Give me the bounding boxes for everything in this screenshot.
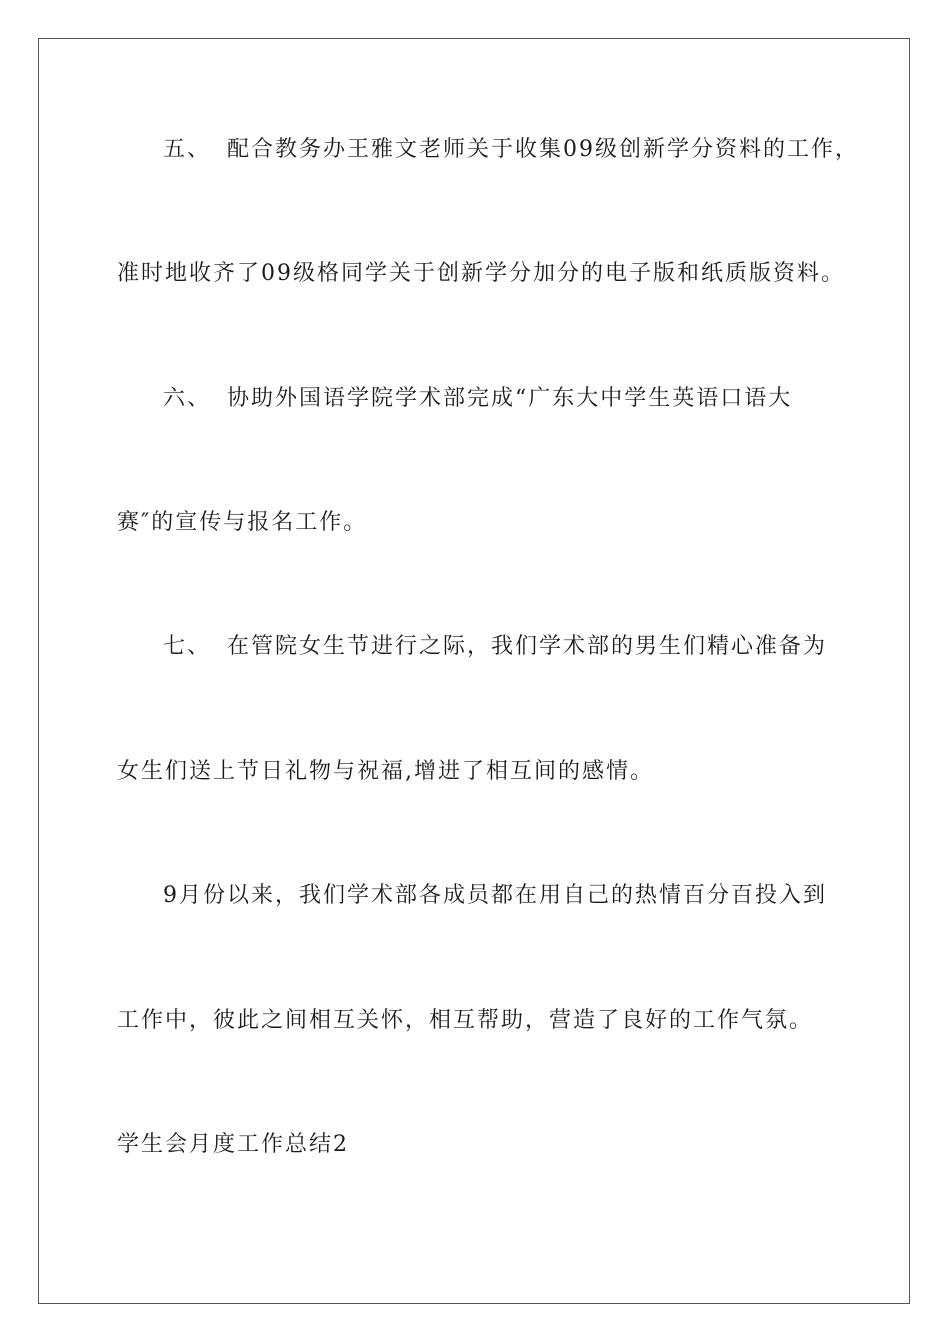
section-heading: 学生会月度工作总结2 — [117, 1132, 349, 1157]
item-5-marker: 五、 — [163, 137, 212, 162]
item-6-marker: 六、 — [163, 386, 212, 411]
item-6-continuation: 赛″的宣传与报名工作。 — [117, 510, 368, 535]
item-7-marker: 七、 — [163, 634, 212, 659]
page-border — [38, 38, 910, 1304]
summary-first-line: 9月份以来，我们学术部各成员都在用自己的热情百分百投入到 — [163, 883, 827, 908]
item-6-text: 协助外国语学院学术部完成“广东大中学生英语口语大 — [227, 386, 793, 411]
item-7-first-line — [163, 632, 827, 662]
item-5-first-line — [163, 135, 859, 165]
item-6-first-line — [163, 384, 792, 414]
item-7-continuation: 女生们送上节日礼物与祝福,增进了相互间的感情。 — [117, 759, 654, 784]
summary-continuation: 工作中，彼此之间相互关怀，相互帮助，营造了良好的工作气氛。 — [117, 1008, 814, 1033]
item-5-text: 配合教务办王雅文老师关于收集09级创新学分资料的工作， — [227, 137, 859, 162]
item-7-text: 在管院女生节进行之际，我们学术部的男生们精心准备为 — [227, 634, 828, 659]
item-5-continuation: 准时地收齐了09级格同学关于创新学分加分的电子版和纸质版资料。 — [117, 261, 845, 286]
